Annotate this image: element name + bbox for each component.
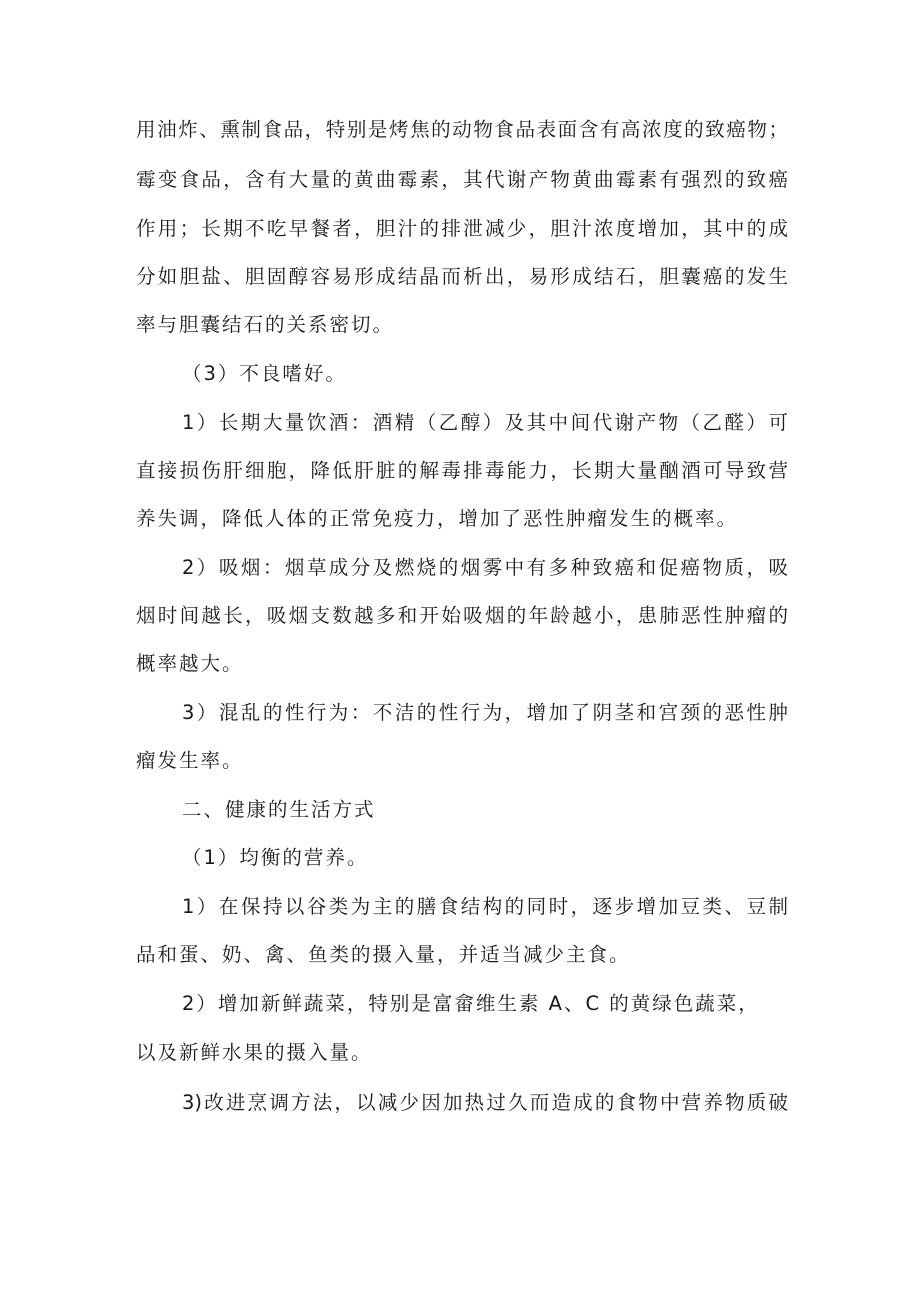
- text-line: 养失调，降低人体的正常免疫力，增加了恶性肿瘤发生的概率。: [136, 507, 739, 530]
- text-line: 2）增加新鲜蔬菜，特别是富畲维生素 A、C 的黄绿色蔬菜，: [182, 992, 760, 1015]
- text-line: 用油炸、熏制食品，特别是烤焦的动物食品表面含有高浓度的致癌物；: [136, 118, 788, 141]
- text-line: 直接损伤肝细胞，降低肝脏的解毒排毒能力，长期大量酗酒可导致营: [136, 459, 788, 482]
- subheading: （3）不良嗜好。: [182, 362, 347, 385]
- text-line: 作用；长期不吃早餐者，胆汁的排泄减少，胆汁浓度增加，其中的成: [136, 217, 788, 240]
- text-line: 率与胆囊结石的关系密切。: [136, 313, 395, 336]
- text-line: 品和蛋、奶、禽、鱼类的摄入量，并适当减少主食。: [136, 943, 631, 966]
- text-line: 3)改进烹调方法，以减少因加热过久而造成的食物中营养物质破: [182, 1091, 788, 1114]
- text-line: 概率越大。: [136, 652, 244, 675]
- text-line: 分如胆盐、胆固醇容易形成结晶而析出，易形成结石，胆囊癌的发生: [136, 265, 788, 288]
- text-line: 2）吸烟：烟草成分及燃烧的烟雾中有多种致癌和促癌物质，吸: [182, 556, 788, 579]
- text-line: 瘤发生率。: [136, 749, 244, 772]
- text-line: 1）长期大量饮酒：酒精（乙醇）及其中间代谢产物（乙醛）可: [182, 411, 788, 434]
- text-line: 霉变食品，含有大量的黄曲霉素，其代谢产物黄曲霉素有强烈的致癌: [136, 168, 788, 191]
- section-heading: 二、健康的生活方式: [182, 798, 376, 821]
- text-line: 以及新鲜水果的摄入量。: [136, 1041, 373, 1064]
- text-line: 1）在保持以谷类为主的膳食结构的同时，逐步增加豆类、豆制: [182, 895, 788, 918]
- text-line: 3）混乱的性行为：不洁的性行为，增加了阴茎和宫颈的恶性肿: [182, 701, 788, 724]
- subheading: （1）均衡的营养。: [182, 846, 369, 869]
- text-line: 烟时间越长，吸烟支数越多和开始吸烟的年龄越小，患肺恶性肿瘤的: [136, 604, 788, 627]
